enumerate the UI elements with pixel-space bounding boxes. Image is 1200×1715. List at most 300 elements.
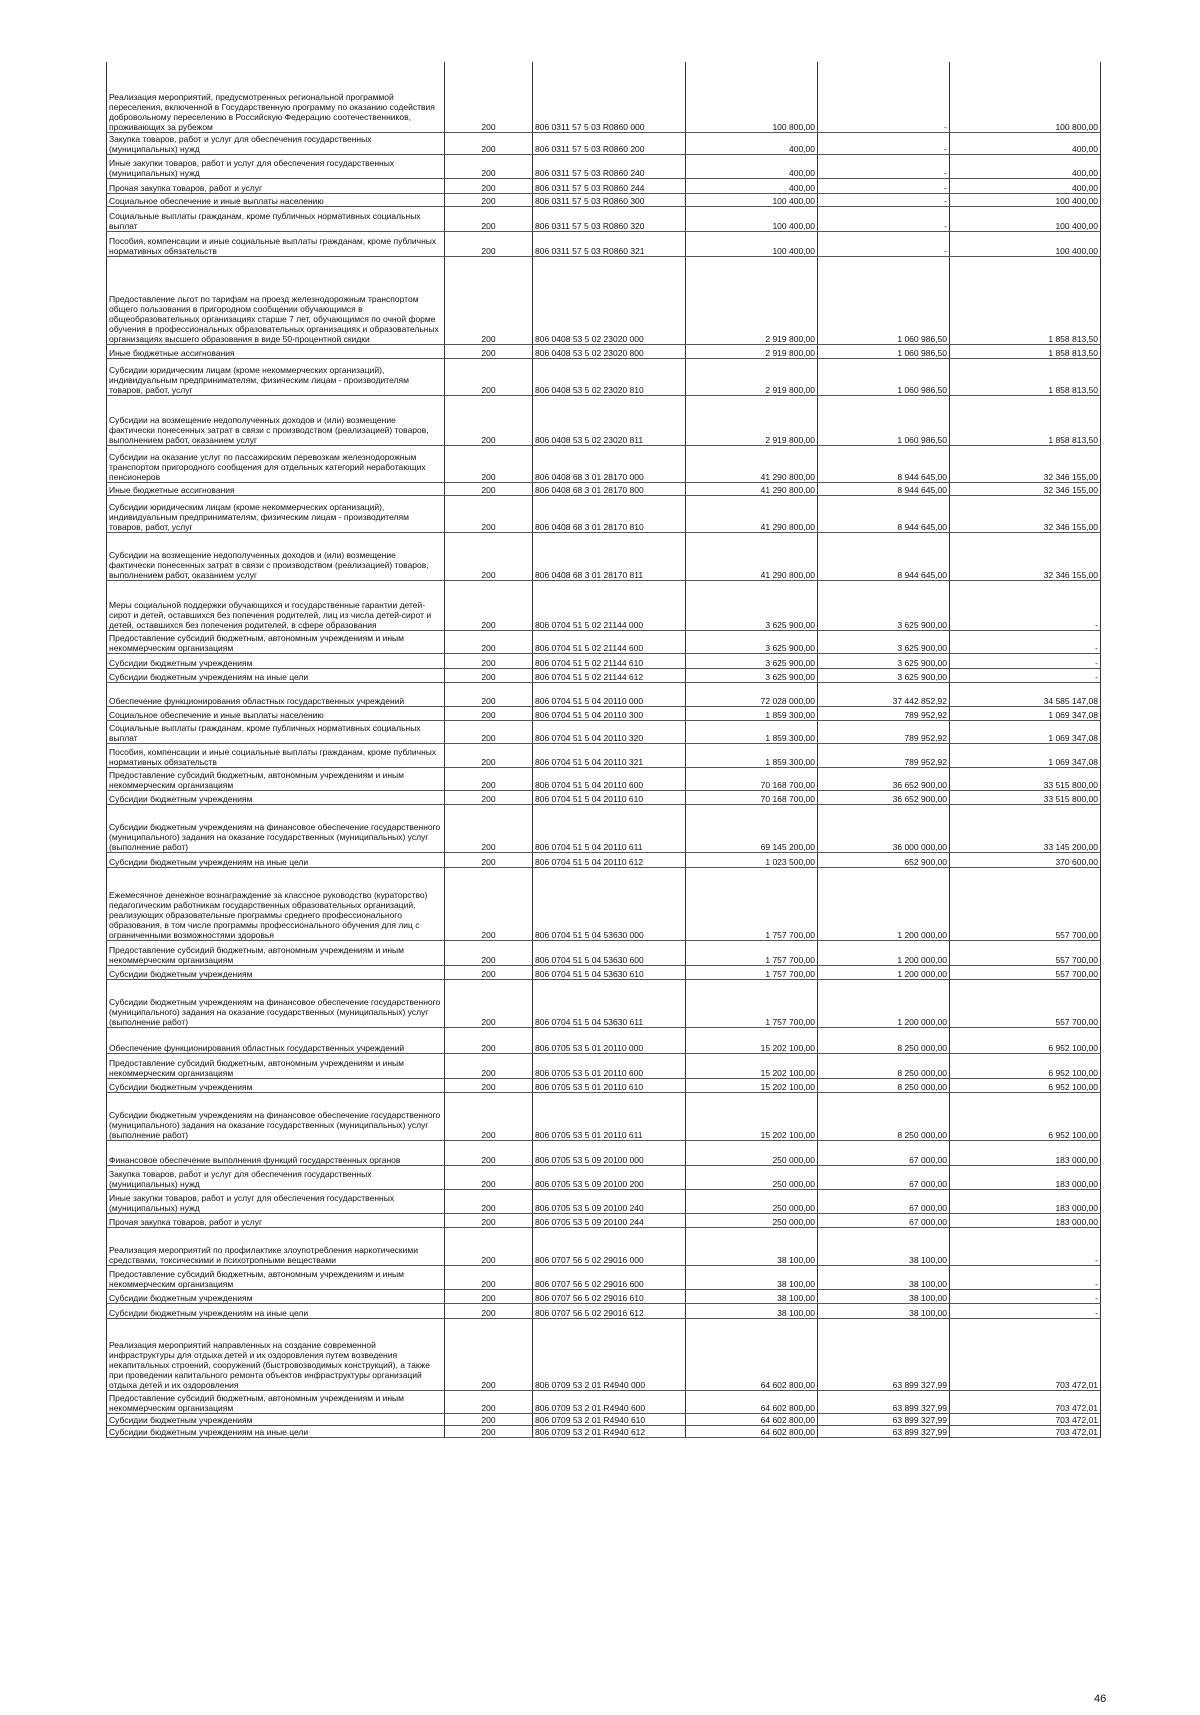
row-code-cell: 200 [445, 852, 533, 867]
row-approved-amount-cell: 70 168 700,00 [686, 790, 818, 804]
row-name-cell: Обеспечение функционирования областных государственных учреждений [107, 682, 445, 706]
table-row [107, 231, 1101, 256]
row-approved-amount-cell: 3 625 900,00 [686, 668, 818, 682]
row-approved-amount-cell: 41 290 800,00 [686, 532, 818, 580]
row-name-cell: Предоставление субсидий бюджетным, автономным учреждениям и иным некоммерческим организациям [107, 1265, 445, 1289]
table-row [107, 653, 1101, 668]
row-name-cell: Субсидии на возмещение недополученных доходов и (или) возмещение фактически понесенных затрат в связи с производством (реализацией) товаров, выполнением работ, оказанием услуг [107, 395, 445, 445]
table-row [107, 720, 1101, 743]
row-budget-code-cell: 806 0709 53 2 01 R4940 000 [533, 1318, 686, 1390]
row-executed-amount-cell: 67 000,00 [818, 1165, 950, 1189]
row-approved-amount-cell: 1 757 700,00 [686, 979, 818, 1027]
row-name-cell: Пособия, компенсации и иные социальные выплаты гражданам, кроме публичных нормативных обязательств [107, 231, 445, 256]
row-approved-amount-cell: 1 757 700,00 [686, 965, 818, 979]
row-executed-amount-cell: 63 899 327,99 [818, 1425, 950, 1437]
row-unexecuted-amount-cell: 703 472,01 [950, 1425, 1101, 1437]
table-row [107, 1289, 1101, 1303]
row-unexecuted-amount-cell: 183 000,00 [950, 1189, 1101, 1213]
table-row [107, 1092, 1101, 1140]
row-name-cell: Обеспечение функционирования областных государственных учреждений [107, 1027, 445, 1053]
table-row [107, 1390, 1101, 1413]
row-code-cell: 200 [445, 668, 533, 682]
row-name-cell: Социальные выплаты гражданам, кроме публичных нормативных социальных выплат [107, 206, 445, 231]
row-name-cell: Субсидии бюджетным учреждениям на иные цели [107, 852, 445, 867]
table-row [107, 1027, 1101, 1053]
row-unexecuted-amount-cell: 100 400,00 [950, 231, 1101, 256]
table-row [107, 154, 1101, 178]
row-approved-amount-cell: 400,00 [686, 154, 818, 178]
row-executed-amount-cell: 38 100,00 [818, 1289, 950, 1303]
row-executed-amount-cell: - [818, 154, 950, 178]
table-row [107, 767, 1101, 790]
row-code-cell: 200 [445, 804, 533, 852]
row-approved-amount-cell: 1 757 700,00 [686, 867, 818, 940]
table-row [107, 132, 1101, 154]
row-budget-code-cell: 806 0704 51 5 04 20110 611 [533, 804, 686, 852]
row-unexecuted-amount-cell: 183 000,00 [950, 1213, 1101, 1227]
row-executed-amount-cell: - [818, 62, 950, 132]
row-name-cell: Субсидии бюджетным учреждениям [107, 965, 445, 979]
row-code-cell: 200 [445, 1092, 533, 1140]
row-budget-code-cell: 806 0709 53 2 01 R4940 612 [533, 1425, 686, 1437]
row-budget-code-cell: 806 0707 56 5 02 29016 610 [533, 1289, 686, 1303]
row-unexecuted-amount-cell: 557 700,00 [950, 979, 1101, 1027]
row-executed-amount-cell: - [818, 132, 950, 154]
row-code-cell: 200 [445, 1425, 533, 1437]
row-approved-amount-cell: 64 602 800,00 [686, 1390, 818, 1413]
row-executed-amount-cell: 652 900,00 [818, 852, 950, 867]
row-code-cell: 200 [445, 1289, 533, 1303]
row-budget-code-cell: 806 0705 53 5 09 20100 200 [533, 1165, 686, 1189]
row-budget-code-cell: 806 0709 53 2 01 R4940 610 [533, 1413, 686, 1425]
row-unexecuted-amount-cell: 33 145 200,00 [950, 804, 1101, 852]
row-budget-code-cell: 806 0311 57 5 03 R0860 320 [533, 206, 686, 231]
row-unexecuted-amount-cell: - [950, 630, 1101, 653]
row-unexecuted-amount-cell: 400,00 [950, 178, 1101, 193]
row-name-cell: Субсидии на оказание услуг по пассажирским перевозкам железнодорожным транспортом пригородного сообщения для отдельных категорий неработающих пенсионеров [107, 445, 445, 482]
row-budget-code-cell: 806 0704 51 5 02 21144 612 [533, 668, 686, 682]
row-name-cell: Субсидии на возмещение недополученных доходов и (или) возмещение фактически понесенных затрат в связи с производством (реализацией) товаров, выполнением работ, оказанием услуг [107, 532, 445, 580]
row-name-cell: Предоставление субсидий бюджетным, автономным учреждениям и иным некоммерческим организациям [107, 940, 445, 965]
row-approved-amount-cell: 41 290 800,00 [686, 482, 818, 495]
row-code-cell: 200 [445, 743, 533, 767]
row-executed-amount-cell: 789 952,92 [818, 706, 950, 720]
row-name-cell: Социальное обеспечение и иные выплаты населению [107, 193, 445, 206]
row-code-cell: 200 [445, 154, 533, 178]
table-row [107, 940, 1101, 965]
row-code-cell: 200 [445, 178, 533, 193]
row-unexecuted-amount-cell: 370 600,00 [950, 852, 1101, 867]
row-executed-amount-cell: 1 060 986,50 [818, 256, 950, 344]
table-row [107, 1227, 1101, 1265]
row-budget-code-cell: 806 0311 57 5 03 R0860 244 [533, 178, 686, 193]
table-row [107, 256, 1101, 344]
table-row [107, 532, 1101, 580]
row-unexecuted-amount-cell: - [950, 653, 1101, 668]
table-row [107, 630, 1101, 653]
row-approved-amount-cell: 15 202 100,00 [686, 1053, 818, 1078]
row-budget-code-cell: 806 0709 53 2 01 R4940 600 [533, 1390, 686, 1413]
budget-execution-table [106, 62, 1101, 1438]
row-unexecuted-amount-cell: 32 346 155,00 [950, 482, 1101, 495]
row-budget-code-cell: 806 0311 57 5 03 R0860 240 [533, 154, 686, 178]
row-executed-amount-cell: 8 944 645,00 [818, 482, 950, 495]
row-executed-amount-cell: 36 652 900,00 [818, 790, 950, 804]
row-budget-code-cell: 806 0408 68 3 01 28170 800 [533, 482, 686, 495]
row-name-cell: Субсидии бюджетным учреждениям на финансовое обеспечение государственного (муниципального) задания на оказание государственных (муниципальных) услуг (выполнение работ) [107, 804, 445, 852]
row-name-cell: Закупка товаров, работ и услуг для обеспечения государственных (муниципальных) нужд [107, 132, 445, 154]
row-budget-code-cell: 806 0704 51 5 04 20110 300 [533, 706, 686, 720]
row-name-cell: Субсидии юридическим лицам (кроме некоммерческих организаций), индивидуальным предпринимателям, физическим лицам - производителям товаров, работ, услуг [107, 358, 445, 395]
row-executed-amount-cell: 1 200 000,00 [818, 979, 950, 1027]
row-budget-code-cell: 806 0408 68 3 01 28170 000 [533, 445, 686, 482]
table-body [107, 62, 1101, 1437]
row-unexecuted-amount-cell: 6 952 100,00 [950, 1078, 1101, 1092]
row-unexecuted-amount-cell: 400,00 [950, 132, 1101, 154]
row-code-cell: 200 [445, 940, 533, 965]
row-unexecuted-amount-cell: 32 346 155,00 [950, 495, 1101, 532]
table-row [107, 62, 1101, 132]
row-executed-amount-cell: 8 250 000,00 [818, 1053, 950, 1078]
row-executed-amount-cell: 8 250 000,00 [818, 1078, 950, 1092]
row-name-cell: Иные закупки товаров, работ и услуг для обеспечения государственных (муниципальных) нужд [107, 1189, 445, 1213]
table-row [107, 482, 1101, 495]
row-executed-amount-cell: 1 200 000,00 [818, 867, 950, 940]
row-executed-amount-cell: 67 000,00 [818, 1213, 950, 1227]
table-row [107, 965, 1101, 979]
row-executed-amount-cell: 3 625 900,00 [818, 580, 950, 630]
table-row [107, 1213, 1101, 1227]
row-name-cell: Предоставление субсидий бюджетным, автономным учреждениям и иным некоммерческим организациям [107, 630, 445, 653]
row-approved-amount-cell: 64 602 800,00 [686, 1413, 818, 1425]
table-row [107, 668, 1101, 682]
row-code-cell: 200 [445, 979, 533, 1027]
row-unexecuted-amount-cell: 32 346 155,00 [950, 445, 1101, 482]
row-name-cell: Пособия, компенсации и иные социальные выплаты гражданам, кроме публичных нормативных обязательств [107, 743, 445, 767]
table-row [107, 706, 1101, 720]
row-name-cell: Субсидии бюджетным учреждениям [107, 790, 445, 804]
row-code-cell: 200 [445, 62, 533, 132]
row-approved-amount-cell: 250 000,00 [686, 1165, 818, 1189]
row-approved-amount-cell: 1 757 700,00 [686, 940, 818, 965]
row-name-cell: Субсидии бюджетным учреждениям на финансовое обеспечение государственного (муниципального) задания на оказание государственных (муниципальных) услуг (выполнение работ) [107, 979, 445, 1027]
row-executed-amount-cell: - [818, 193, 950, 206]
row-budget-code-cell: 806 0704 51 5 02 21144 610 [533, 653, 686, 668]
row-approved-amount-cell: 1 859 300,00 [686, 706, 818, 720]
row-unexecuted-amount-cell: - [950, 1289, 1101, 1303]
row-unexecuted-amount-cell: 703 472,01 [950, 1413, 1101, 1425]
row-budget-code-cell: 806 0704 51 5 04 20110 610 [533, 790, 686, 804]
row-executed-amount-cell: 36 652 900,00 [818, 767, 950, 790]
row-code-cell: 200 [445, 1165, 533, 1189]
row-approved-amount-cell: 64 602 800,00 [686, 1318, 818, 1390]
row-code-cell: 200 [445, 445, 533, 482]
row-unexecuted-amount-cell: 1 858 813,50 [950, 395, 1101, 445]
row-budget-code-cell: 806 0705 53 5 01 20110 000 [533, 1027, 686, 1053]
row-approved-amount-cell: 15 202 100,00 [686, 1027, 818, 1053]
row-name-cell: Субсидии бюджетным учреждениям на иные цели [107, 1425, 445, 1437]
row-approved-amount-cell: 100 400,00 [686, 193, 818, 206]
row-code-cell: 200 [445, 653, 533, 668]
row-unexecuted-amount-cell: 33 515 800,00 [950, 767, 1101, 790]
row-budget-code-cell: 806 0704 51 5 02 21144 600 [533, 630, 686, 653]
row-approved-amount-cell: 38 100,00 [686, 1265, 818, 1289]
row-name-cell: Меры социальной поддержки обучающихся и государственные гарантии детей-сирот и детей, оставшихся без попечения родителей, лиц из числа детей-сирот и детей, оставшихся без попечения родителей, в сфере образования [107, 580, 445, 630]
row-name-cell: Субсидии бюджетным учреждениям [107, 1289, 445, 1303]
row-unexecuted-amount-cell: 183 000,00 [950, 1140, 1101, 1165]
row-code-cell: 200 [445, 682, 533, 706]
row-budget-code-cell: 806 0705 53 5 09 20100 240 [533, 1189, 686, 1213]
row-executed-amount-cell: 63 899 327,99 [818, 1413, 950, 1425]
row-budget-code-cell: 806 0408 68 3 01 28170 811 [533, 532, 686, 580]
row-approved-amount-cell: 400,00 [686, 178, 818, 193]
row-approved-amount-cell: 2 919 800,00 [686, 256, 818, 344]
row-unexecuted-amount-cell: 33 515 800,00 [950, 790, 1101, 804]
row-unexecuted-amount-cell: 1 069 347,08 [950, 706, 1101, 720]
row-executed-amount-cell: 8 944 645,00 [818, 445, 950, 482]
row-approved-amount-cell: 41 290 800,00 [686, 495, 818, 532]
row-code-cell: 200 [445, 1213, 533, 1227]
row-budget-code-cell: 806 0707 56 5 02 29016 000 [533, 1227, 686, 1265]
row-code-cell: 200 [445, 706, 533, 720]
row-unexecuted-amount-cell: 6 952 100,00 [950, 1092, 1101, 1140]
row-budget-code-cell: 806 0704 51 5 04 20110 321 [533, 743, 686, 767]
row-code-cell: 200 [445, 1265, 533, 1289]
row-budget-code-cell: 806 0311 57 5 03 R0860 300 [533, 193, 686, 206]
table-row [107, 495, 1101, 532]
table-row [107, 580, 1101, 630]
row-approved-amount-cell: 2 919 800,00 [686, 358, 818, 395]
row-code-cell: 200 [445, 1318, 533, 1390]
row-executed-amount-cell: - [818, 178, 950, 193]
row-approved-amount-cell: 1 023 500,00 [686, 852, 818, 867]
row-executed-amount-cell: 37 442 852,92 [818, 682, 950, 706]
row-name-cell: Иные закупки товаров, работ и услуг для обеспечения государственных (муниципальных) нужд [107, 154, 445, 178]
row-executed-amount-cell: 38 100,00 [818, 1265, 950, 1289]
row-budget-code-cell: 806 0408 53 5 02 23020 811 [533, 395, 686, 445]
row-name-cell: Реализация мероприятий направленных на создание современной инфраструктуры для отдыха детей и их оздоровления путем возведения некапитальных строений, сооружений (быстровозводимых конструкций), а также при проведении капитального ремонта объектов инфраструктуры организаций отдыха детей и их оздоровления [107, 1318, 445, 1390]
table-row [107, 804, 1101, 852]
row-approved-amount-cell: 15 202 100,00 [686, 1092, 818, 1140]
row-name-cell: Социальное обеспечение и иные выплаты населению [107, 706, 445, 720]
table-row [107, 1318, 1101, 1390]
row-approved-amount-cell: 250 000,00 [686, 1140, 818, 1165]
row-name-cell: Субсидии бюджетным учреждениям [107, 653, 445, 668]
row-unexecuted-amount-cell: 100 800,00 [950, 62, 1101, 132]
row-unexecuted-amount-cell: 6 952 100,00 [950, 1053, 1101, 1078]
row-unexecuted-amount-cell: 703 472,01 [950, 1318, 1101, 1390]
row-name-cell: Предоставление субсидий бюджетным, автономным учреждениям и иным некоммерческим организациям [107, 1390, 445, 1413]
row-unexecuted-amount-cell: 1 858 813,50 [950, 358, 1101, 395]
row-executed-amount-cell: 3 625 900,00 [818, 653, 950, 668]
table-row [107, 790, 1101, 804]
row-budget-code-cell: 806 0311 57 5 03 R0860 000 [533, 62, 686, 132]
row-executed-amount-cell: 789 952,92 [818, 720, 950, 743]
row-unexecuted-amount-cell: 34 585 147,08 [950, 682, 1101, 706]
row-executed-amount-cell: 8 250 000,00 [818, 1092, 950, 1140]
row-budget-code-cell: 806 0704 51 5 04 20110 320 [533, 720, 686, 743]
table-row [107, 979, 1101, 1027]
row-name-cell: Иные бюджетные ассигнования [107, 482, 445, 495]
row-budget-code-cell: 806 0311 57 5 03 R0860 200 [533, 132, 686, 154]
row-unexecuted-amount-cell: - [950, 1227, 1101, 1265]
row-unexecuted-amount-cell: 400,00 [950, 154, 1101, 178]
row-approved-amount-cell: 2 919 800,00 [686, 395, 818, 445]
table-row [107, 344, 1101, 358]
row-code-cell: 200 [445, 1227, 533, 1265]
row-budget-code-cell: 806 0704 51 5 04 20110 612 [533, 852, 686, 867]
row-name-cell: Прочая закупка товаров, работ и услуг [107, 1213, 445, 1227]
row-code-cell: 200 [445, 580, 533, 630]
row-executed-amount-cell: 8 250 000,00 [818, 1027, 950, 1053]
row-name-cell: Иные бюджетные ассигнования [107, 344, 445, 358]
row-budget-code-cell: 806 0408 53 5 02 23020 800 [533, 344, 686, 358]
row-budget-code-cell: 806 0408 53 5 02 23020 810 [533, 358, 686, 395]
row-code-cell: 200 [445, 720, 533, 743]
row-unexecuted-amount-cell: 6 952 100,00 [950, 1027, 1101, 1053]
row-budget-code-cell: 806 0311 57 5 03 R0860 321 [533, 231, 686, 256]
row-approved-amount-cell: 1 859 300,00 [686, 743, 818, 767]
row-code-cell: 200 [445, 344, 533, 358]
row-code-cell: 200 [445, 630, 533, 653]
table-row [107, 206, 1101, 231]
row-unexecuted-amount-cell: 557 700,00 [950, 965, 1101, 979]
row-executed-amount-cell: 63 899 327,99 [818, 1318, 950, 1390]
row-approved-amount-cell: 250 000,00 [686, 1189, 818, 1213]
table-row [107, 1053, 1101, 1078]
row-budget-code-cell: 806 0704 51 5 04 20110 600 [533, 767, 686, 790]
row-code-cell: 200 [445, 495, 533, 532]
row-name-cell: Ежемесячное денежное вознаграждение за классное руководство (кураторство) педагогическим работникам государственных образовательных организаций, реализующих образовательные программы среднего профессионального образования, в том числе программы профессионального обучения для лиц с ограниченными возможностями здоровья [107, 867, 445, 940]
row-unexecuted-amount-cell: - [950, 668, 1101, 682]
table-row [107, 1413, 1101, 1425]
row-executed-amount-cell: 3 625 900,00 [818, 630, 950, 653]
row-unexecuted-amount-cell: 100 400,00 [950, 193, 1101, 206]
row-unexecuted-amount-cell: 1 069 347,08 [950, 743, 1101, 767]
row-approved-amount-cell: 3 625 900,00 [686, 630, 818, 653]
row-code-cell: 200 [445, 532, 533, 580]
row-executed-amount-cell: - [818, 231, 950, 256]
table-row [107, 1189, 1101, 1213]
row-code-cell: 200 [445, 1053, 533, 1078]
row-name-cell: Субсидии бюджетным учреждениям на иные цели [107, 1303, 445, 1318]
row-unexecuted-amount-cell: - [950, 580, 1101, 630]
table-row [107, 682, 1101, 706]
row-executed-amount-cell: 8 944 645,00 [818, 532, 950, 580]
row-code-cell: 200 [445, 965, 533, 979]
row-executed-amount-cell: 1 200 000,00 [818, 965, 950, 979]
row-code-cell: 200 [445, 395, 533, 445]
row-approved-amount-cell: 38 100,00 [686, 1303, 818, 1318]
row-name-cell: Субсидии бюджетным учреждениям [107, 1078, 445, 1092]
row-approved-amount-cell: 400,00 [686, 132, 818, 154]
row-unexecuted-amount-cell: 1 858 813,50 [950, 256, 1101, 344]
row-name-cell: Предоставление субсидий бюджетным, автономным учреждениям и иным некоммерческим организациям [107, 1053, 445, 1078]
row-name-cell: Предоставление субсидий бюджетным, автономным учреждениям и иным некоммерческим организациям [107, 767, 445, 790]
row-budget-code-cell: 806 0705 53 5 09 20100 244 [533, 1213, 686, 1227]
row-budget-code-cell: 806 0704 51 5 04 53630 610 [533, 965, 686, 979]
table-row [107, 1265, 1101, 1289]
row-executed-amount-cell: 1 200 000,00 [818, 940, 950, 965]
table-row [107, 1303, 1101, 1318]
row-code-cell: 200 [445, 1413, 533, 1425]
row-approved-amount-cell: 70 168 700,00 [686, 767, 818, 790]
row-approved-amount-cell: 69 145 200,00 [686, 804, 818, 852]
row-budget-code-cell: 806 0707 56 5 02 29016 600 [533, 1265, 686, 1289]
row-name-cell: Социальные выплаты гражданам, кроме публичных нормативных социальных выплат [107, 720, 445, 743]
row-approved-amount-cell: 41 290 800,00 [686, 445, 818, 482]
row-name-cell: Закупка товаров, работ и услуг для обеспечения государственных (муниципальных) нужд [107, 1165, 445, 1189]
row-budget-code-cell: 806 0705 53 5 01 20110 610 [533, 1078, 686, 1092]
row-code-cell: 200 [445, 1189, 533, 1213]
row-name-cell: Субсидии бюджетным учреждениям на финансовое обеспечение государственного (муниципального) задания на оказание государственных (муниципальных) услуг (выполнение работ) [107, 1092, 445, 1140]
row-unexecuted-amount-cell: 183 000,00 [950, 1165, 1101, 1189]
table-row [107, 743, 1101, 767]
row-executed-amount-cell: 3 625 900,00 [818, 668, 950, 682]
row-code-cell: 200 [445, 1027, 533, 1053]
row-budget-code-cell: 806 0705 53 5 09 20100 000 [533, 1140, 686, 1165]
row-executed-amount-cell: 8 944 645,00 [818, 495, 950, 532]
row-name-cell: Субсидии юридическим лицам (кроме некоммерческих организаций), индивидуальным предпринимателям, физическим лицам - производителям товаров, работ, услуг [107, 495, 445, 532]
row-approved-amount-cell: 100 400,00 [686, 231, 818, 256]
row-budget-code-cell: 806 0704 51 5 02 21144 000 [533, 580, 686, 630]
row-executed-amount-cell: 1 060 986,50 [818, 344, 950, 358]
row-code-cell: 200 [445, 482, 533, 495]
row-executed-amount-cell: 63 899 327,99 [818, 1390, 950, 1413]
row-approved-amount-cell: 3 625 900,00 [686, 653, 818, 668]
row-code-cell: 200 [445, 1303, 533, 1318]
row-code-cell: 200 [445, 1140, 533, 1165]
row-code-cell: 200 [445, 132, 533, 154]
row-approved-amount-cell: 100 800,00 [686, 62, 818, 132]
row-executed-amount-cell: 36 000 000,00 [818, 804, 950, 852]
row-executed-amount-cell: 1 060 986,50 [818, 358, 950, 395]
row-approved-amount-cell: 2 919 800,00 [686, 344, 818, 358]
row-budget-code-cell: 806 0707 56 5 02 29016 612 [533, 1303, 686, 1318]
table-row [107, 1078, 1101, 1092]
table-row [107, 193, 1101, 206]
row-name-cell: Прочая закупка товаров, работ и услуг [107, 178, 445, 193]
table-row [107, 395, 1101, 445]
row-approved-amount-cell: 64 602 800,00 [686, 1425, 818, 1437]
row-name-cell: Субсидии бюджетным учреждениям на иные цели [107, 668, 445, 682]
row-executed-amount-cell: 1 060 986,50 [818, 395, 950, 445]
row-code-cell: 200 [445, 193, 533, 206]
page-number: 46 [1094, 1693, 1107, 1705]
row-executed-amount-cell: 789 952,92 [818, 743, 950, 767]
row-name-cell: Реализация мероприятий по профилактике злоупотребления наркотическими средствами, токсическими и психотропными веществами [107, 1227, 445, 1265]
row-approved-amount-cell: 1 859 300,00 [686, 720, 818, 743]
row-approved-amount-cell: 100 400,00 [686, 206, 818, 231]
row-budget-code-cell: 806 0408 68 3 01 28170 810 [533, 495, 686, 532]
row-unexecuted-amount-cell: 100 400,00 [950, 206, 1101, 231]
row-executed-amount-cell: - [818, 206, 950, 231]
row-code-cell: 200 [445, 790, 533, 804]
row-name-cell: Реализация мероприятий, предусмотренных региональной программой переселения, включенной в Государственную программу по оказанию содействия добровольному переселению в Российскую Федерацию соотечественников, проживающих за рубежом [107, 62, 445, 132]
row-name-cell: Субсидии бюджетным учреждениям [107, 1413, 445, 1425]
row-budget-code-cell: 806 0704 51 5 04 20110 000 [533, 682, 686, 706]
row-unexecuted-amount-cell: 1 069 347,08 [950, 720, 1101, 743]
row-approved-amount-cell: 38 100,00 [686, 1227, 818, 1265]
row-budget-code-cell: 806 0704 51 5 04 53630 600 [533, 940, 686, 965]
table-row [107, 358, 1101, 395]
row-unexecuted-amount-cell: 703 472,01 [950, 1390, 1101, 1413]
row-code-cell: 200 [445, 867, 533, 940]
row-unexecuted-amount-cell: 1 858 813,50 [950, 344, 1101, 358]
row-executed-amount-cell: 38 100,00 [818, 1303, 950, 1318]
row-code-cell: 200 [445, 767, 533, 790]
row-code-cell: 200 [445, 256, 533, 344]
